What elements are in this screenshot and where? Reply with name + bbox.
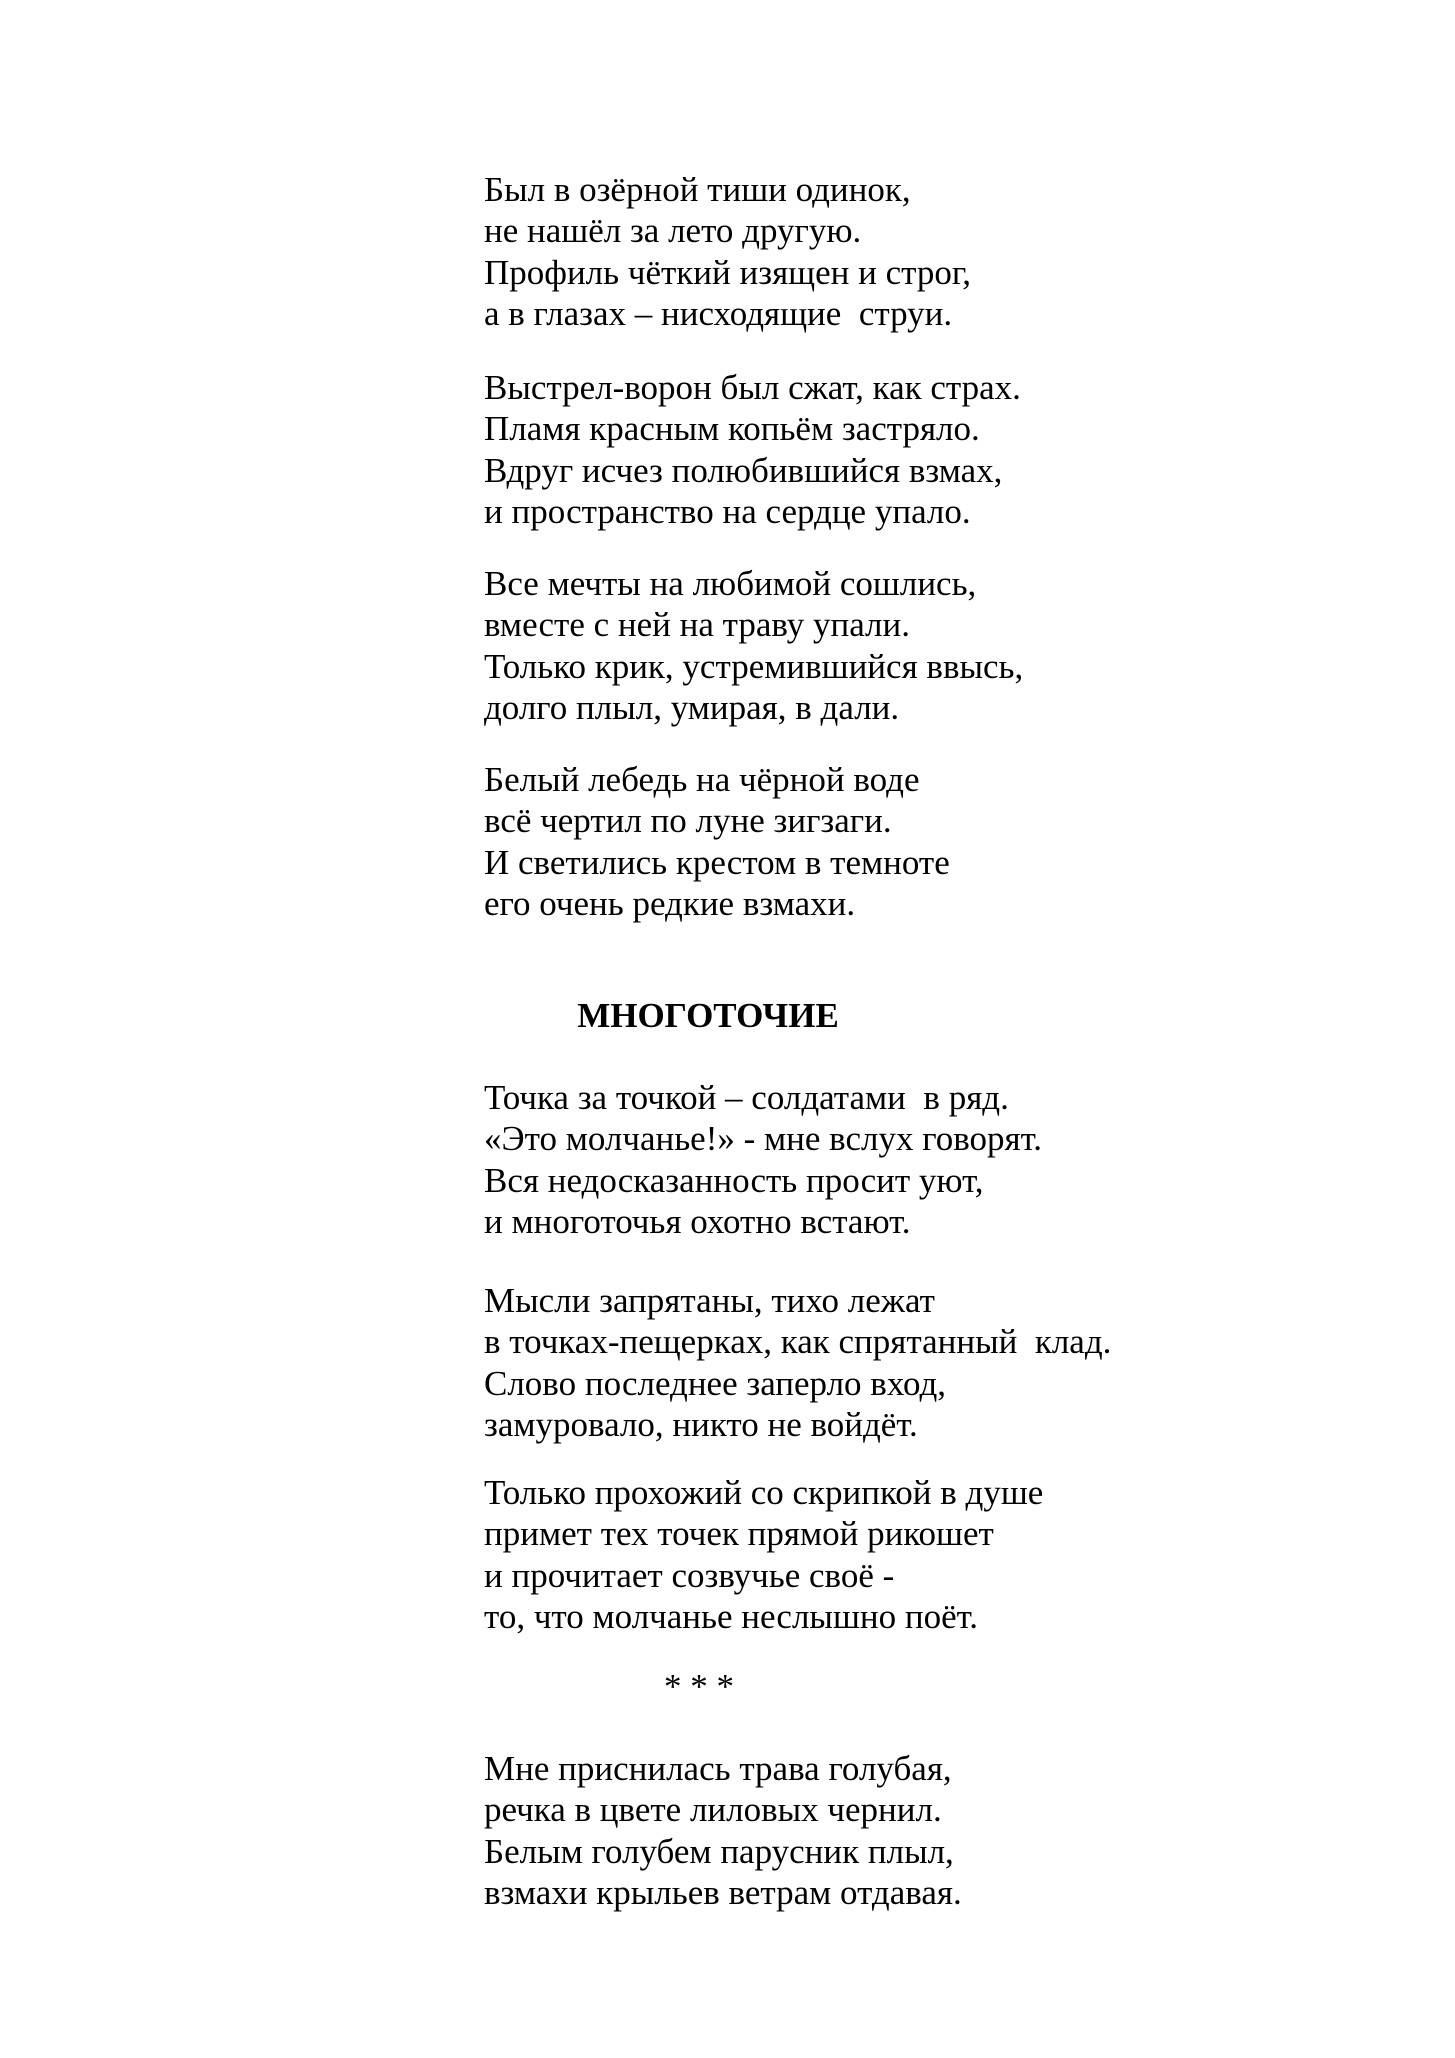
poem-line: Точка за точкой – солдатами в ряд. — [484, 1078, 1009, 1117]
poem-line: «Это молчанье!» - мне вслух говорят. — [484, 1119, 1043, 1159]
poem-line: Только крик, устремившийся ввысь, — [484, 646, 1024, 686]
stanza-8 — [484, 1748, 962, 1914]
poem-line: взмахи крыльев ветрам отдавая. — [484, 1873, 962, 1913]
poem-line: не нашёл за лето другую. — [484, 211, 862, 251]
poem-line: долго плыл, умирая, в дали. — [484, 688, 900, 728]
poem-line: а в глазах – нисходящие струи. — [484, 294, 953, 334]
poem-line: Профиль чёткий изящен и строг, — [484, 252, 972, 292]
poem-line: Был в озёрной тиши одинок, — [484, 170, 911, 209]
poem-line: примет тех точек прямой рикошет — [484, 1514, 994, 1554]
stanza-7 — [484, 1472, 1043, 1638]
poem-line: Мысли запрятаны, тихо лежат — [484, 1281, 935, 1320]
poem-line: И светились крестом в темноте — [484, 842, 950, 882]
stanza-2 — [484, 367, 1021, 533]
poem-line: всё чертил по луне зигзаги. — [484, 801, 892, 841]
poem-line: Белым голубем парусник плыл, — [484, 1831, 954, 1871]
poem-line: Вдруг исчез полюбившийся взмах, — [484, 450, 1003, 490]
stanza-separator: * * * — [664, 1667, 734, 1706]
stanza-1 — [484, 169, 971, 335]
stanza-6 — [484, 1280, 1111, 1446]
poem-title: МНОГОТОЧИЕ — [577, 996, 839, 1035]
poem-line: Только прохожий со скрипкой в душе — [484, 1473, 1044, 1512]
stanza-4 — [484, 759, 950, 925]
poem-line: Белый лебедь на чёрной воде — [484, 760, 920, 799]
poem-line: Мне приснилась трава голубая, — [484, 1749, 952, 1788]
poem-line: Все мечты на любимой сошлись, — [484, 564, 977, 603]
stanza-5 — [484, 1077, 1042, 1243]
poem-line: то, что молчанье неслышно поёт. — [484, 1597, 979, 1637]
poem-line: Выстрел-ворон был сжат, как страх. — [484, 368, 1021, 407]
poem-line: Пламя красным копьём застряло. — [484, 409, 980, 449]
poem-line: вместе с ней на траву упали. — [484, 605, 910, 645]
stanza-3 — [484, 563, 1023, 729]
poem-line: в точках-пещерках, как спрятанный клад. — [484, 1322, 1112, 1362]
poem-line: и пространство на сердце упало. — [484, 492, 971, 532]
poem-line: замуровало, никто не войдёт. — [484, 1405, 918, 1445]
poem-line: его очень редкие взмахи. — [484, 884, 856, 924]
poem-line: Слово последнее заперло вход, — [484, 1363, 947, 1403]
poem-line: речка в цвете лиловых чернил. — [484, 1790, 942, 1830]
poem-line: и многоточья охотно встают. — [484, 1202, 911, 1242]
poem-line: и прочитает созвучье своё - — [484, 1555, 895, 1595]
poem-line: Вся недосказанность просит уют, — [484, 1160, 984, 1200]
